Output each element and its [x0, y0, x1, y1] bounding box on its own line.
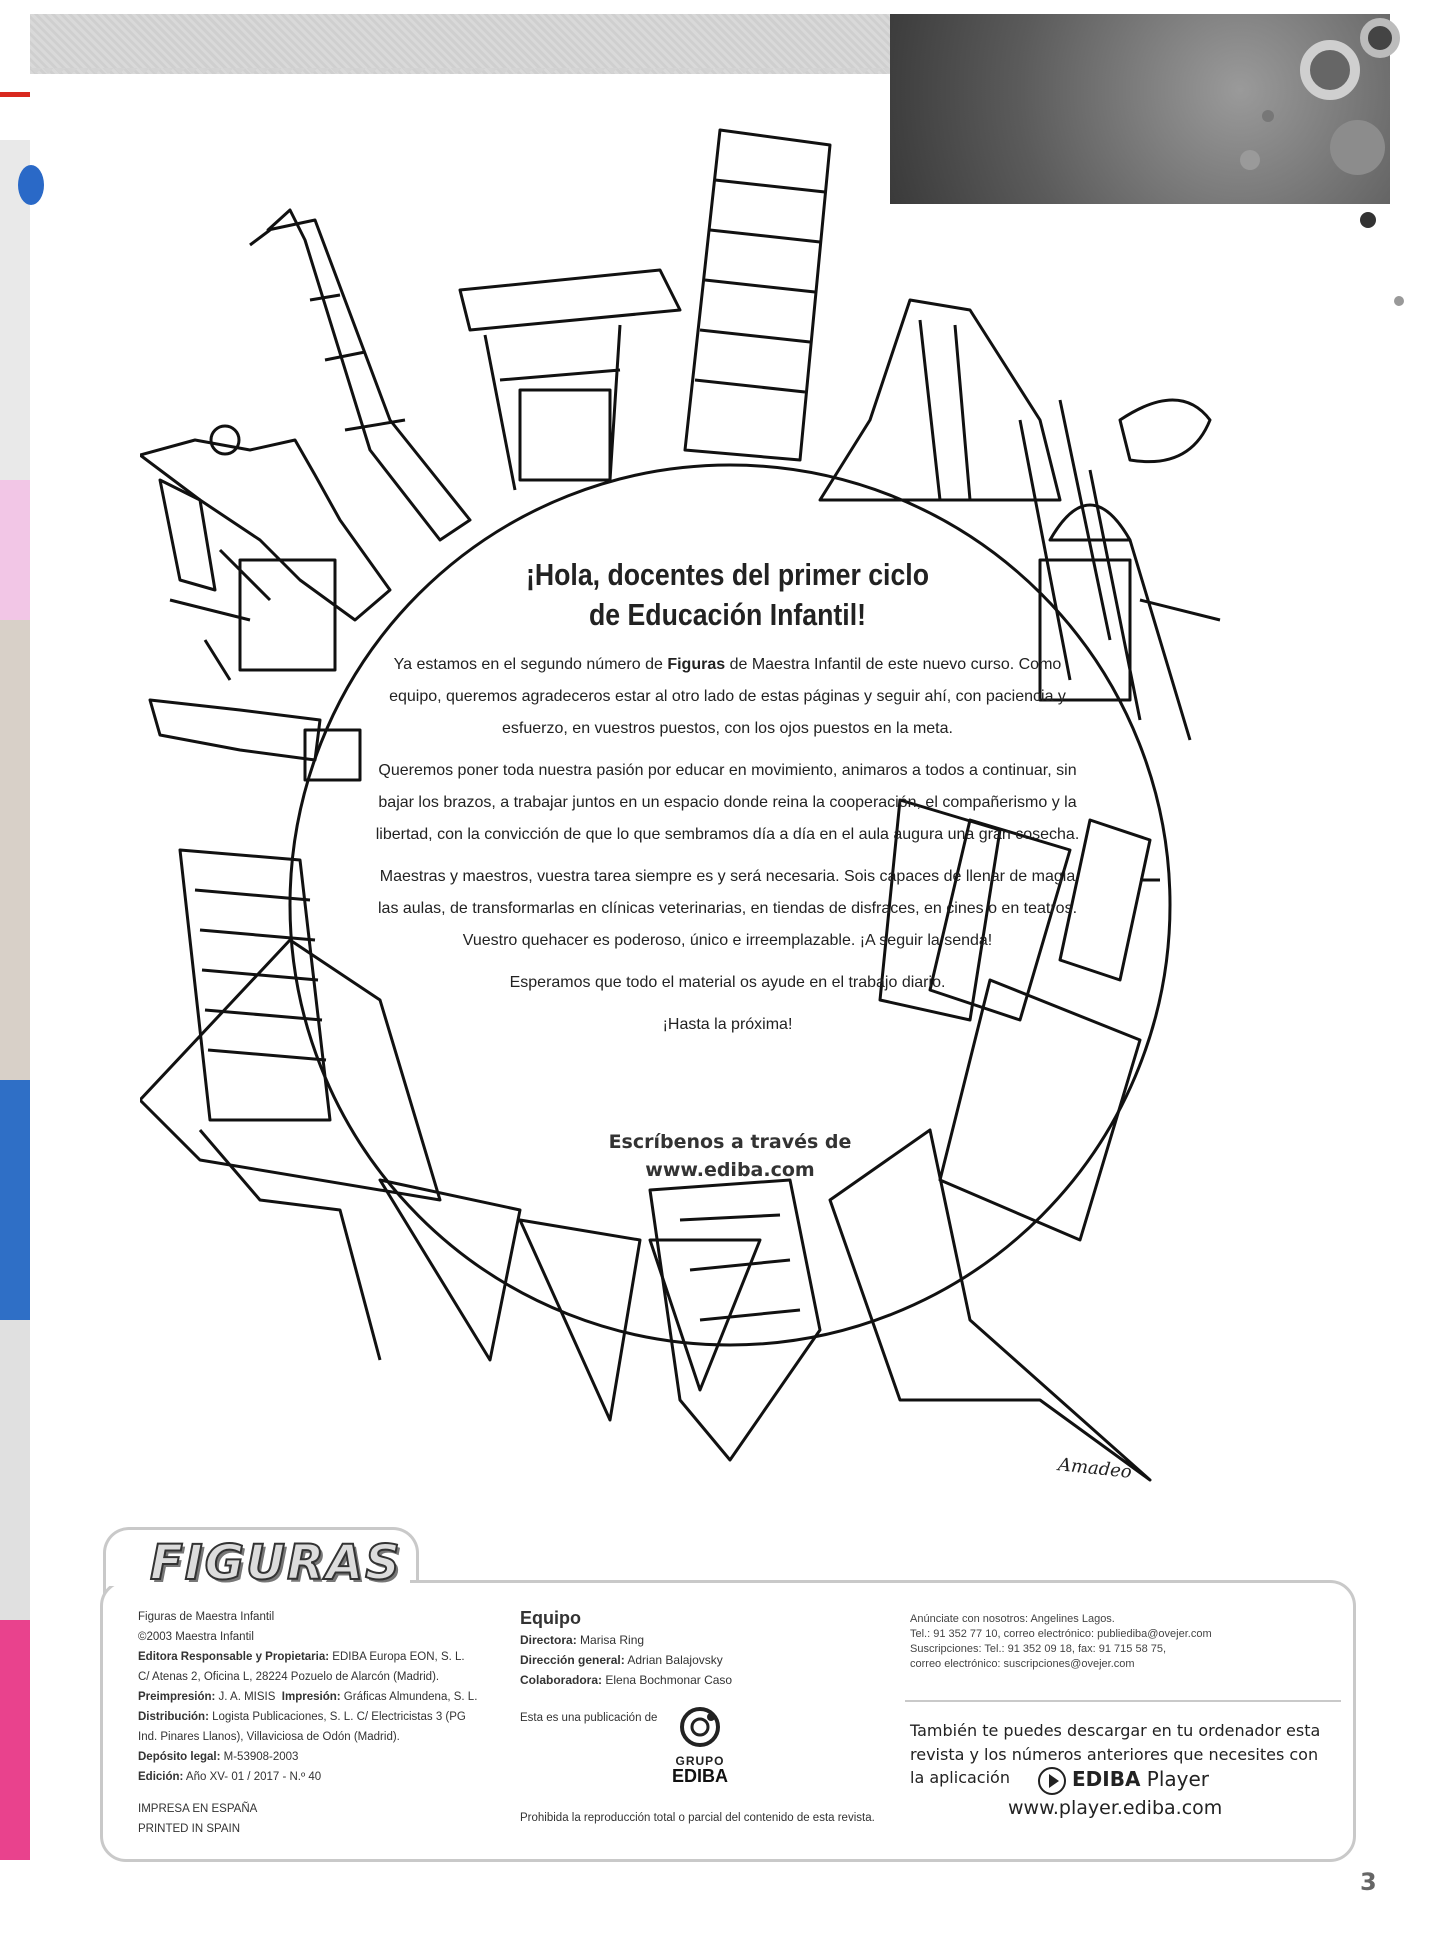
contact-callout-text: Escríbenos a través de	[608, 1131, 852, 1153]
blue-dot-decoration	[18, 165, 44, 205]
letter-paragraph-4: Esperamos que todo el material os ayude en el trabajo diario.	[509, 974, 946, 991]
eiffel-tower	[250, 210, 470, 540]
letter-heading-line2: de Educación Infantil!	[588, 597, 867, 632]
decor-circle	[1300, 40, 1360, 100]
subscriptions-email: correo electrónico: suscripciones@ovejer.com	[910, 1658, 1135, 1670]
pyramid	[820, 300, 1060, 500]
ediba-label: EDIBA	[671, 1766, 728, 1786]
windmill	[160, 480, 335, 680]
letter-paragraph-2: Queremos poner toda nuestra pasión por educar en movimiento, animaros a todos a continuar, sin bajar los brazos, a trabajar juntos en un espacio donde reina la cooperación, el compañerismo y la libertad, con la convicción de que lo que sembramos día a día en el aula augura una gran cosecha.	[375, 762, 1080, 843]
director-line: Directora: Marisa Ring	[520, 1633, 645, 1647]
publication-label: Esta es una publicación de	[520, 1712, 658, 1724]
publisher-info	[138, 1607, 478, 1839]
colosseum	[180, 850, 330, 1120]
christ-statue	[150, 700, 360, 780]
contact-info	[910, 1612, 1330, 1672]
decor-circle	[1360, 212, 1376, 228]
statue-of-liberty	[140, 426, 390, 620]
figuras-logo: FIGURAS	[150, 1535, 402, 1591]
ediba-player-name: EDIBA Player	[1072, 1767, 1210, 1791]
letter-heading-line1: ¡Hola, docentes del primer ciclo	[526, 557, 929, 592]
team-info	[520, 1606, 860, 1690]
welcome-letter	[370, 555, 1085, 1051]
download-info: También te puedes descargar en tu ordenador esta revista y los números anteriores que necesites con	[910, 1721, 1321, 1764]
printed-in-spain-en: PRINTED IN SPAIN	[138, 1823, 241, 1835]
reproduction-notice: Prohibida la reproducción total o parcial del contenido de esta revista.	[520, 1812, 875, 1824]
player-url-link[interactable]: www.player.ediba.com	[1008, 1797, 1223, 1819]
ads-phone-email: Tel.: 91 352 77 10, correo electrónico: publiediba@ovejer.com	[910, 1628, 1212, 1640]
edition-line: Edición: Año XV- 01 / 2017 - N.º 40	[138, 1771, 322, 1783]
red-rule	[0, 92, 30, 97]
grupo-ediba-logo	[660, 1705, 740, 1784]
letter-paragraph-1: Ya estamos en el segundo número de Figuras de Maestra Infantil de este nuevo curso. Como equipo, queremos agradeceros estar al otro lado de estas páginas y seguir ahí, con paciencia y esfuerzo, en vuestros puestos, con los ojos puestos en la meta.	[389, 656, 1066, 737]
grupo-label: GRUPO	[675, 1754, 725, 1768]
decor-circle	[1360, 18, 1400, 58]
leaning-tower	[685, 130, 830, 460]
artist-signature: Amadeo	[1057, 1454, 1133, 1483]
distribution-line: Distribución: Logista Publicaciones, S. L. C/ Electricistas 3 (PG Ind. Pinares Llanos), Villaviciosa de Odón (Madrid).	[138, 1711, 466, 1743]
subscriptions-phone: Suscripciones: Tel.: 91 352 09 18, fax: 91 715 58 75,	[910, 1643, 1167, 1655]
pennant-flags	[380, 1180, 760, 1420]
printed-in-spain-es: IMPRESA EN ESPAÑA	[138, 1803, 258, 1815]
play-icon	[1038, 1767, 1066, 1795]
magazine-title: Figuras de Maestra Infantil	[138, 1611, 275, 1623]
decor-circle	[1330, 120, 1385, 175]
player-app-row	[910, 1768, 1350, 1798]
contact-callout	[540, 1128, 920, 1184]
editor-line: Editora Responsable y Propietaria: EDIBA Europa EON, S. L.	[138, 1651, 465, 1663]
torii-gate	[460, 270, 680, 490]
previous-page-edge	[0, 0, 30, 1870]
general-direction-line: Dirección general: Adrian Balajovsky	[520, 1653, 723, 1667]
contact-website-link[interactable]: www.ediba.com	[645, 1159, 815, 1181]
footer-divider	[905, 1700, 1341, 1702]
letter-closing: ¡Hasta la próxima!	[662, 1016, 793, 1033]
ediba-emblem-icon	[675, 1705, 725, 1749]
printing-line: Preimpresión: J. A. MISIS Impresión: Gráficas Almundena, S. L.	[138, 1691, 478, 1703]
collaborator-line: Colaboradora: Elena Bochmonar Caso	[520, 1673, 733, 1687]
app-label: la aplicación	[910, 1768, 1010, 1787]
team-heading: Equipo	[520, 1608, 581, 1628]
publisher-address: C/ Atenas 2, Oficina L, 28224 Pozuelo de Alarcón (Madrid).	[138, 1671, 440, 1683]
copyright: ©2003 Maestra Infantil	[138, 1631, 254, 1643]
decor-circle	[1394, 296, 1404, 306]
page-number: 3	[1360, 1868, 1377, 1896]
legal-deposit-line: Depósito legal: M-53908-2003	[138, 1751, 299, 1763]
letter-paragraph-3: Maestras y maestros, vuestra tarea siempre es y será necesaria. Sois capaces de llenar de magia las aulas, de transformarlas en clínicas veterinarias, en tiendas de disfraces, en cines o en teatros. Vuestro quehacer es poderoso, único e irreemplazable. ¡A seguir la senda!	[377, 868, 1078, 949]
ads-contact: Anúnciate con nosotros: Angelines Lagos.	[910, 1613, 1115, 1625]
